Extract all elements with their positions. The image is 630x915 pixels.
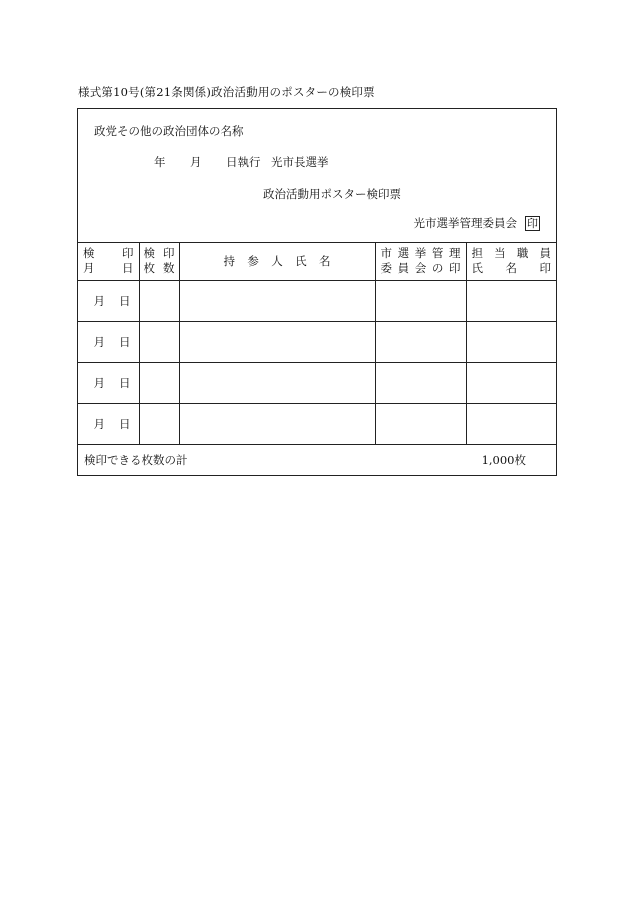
- bearer-name-cell[interactable]: [179, 403, 375, 444]
- staff-seal-cell[interactable]: [466, 280, 556, 321]
- committee-seal-cell[interactable]: [375, 403, 466, 444]
- total-value: 1,000枚: [466, 444, 556, 475]
- committee-seal-cell[interactable]: [375, 321, 466, 362]
- table-row: [78, 403, 556, 444]
- bearer-name-cell[interactable]: [179, 321, 375, 362]
- header-committee-seal: 市 選 挙 管 理 委 員 会 の 印: [375, 242, 466, 280]
- bearer-name-cell[interactable]: [179, 362, 375, 403]
- election-line: [154, 154, 329, 170]
- date-cell: 月 日: [78, 280, 139, 321]
- count-cell[interactable]: [139, 362, 179, 403]
- staff-seal-cell[interactable]: [466, 403, 556, 444]
- form-caption: 様式第10号(第21条関係)政治活動用のポスターの検印票: [78, 85, 375, 99]
- header-staff-seal: 担 当 職 員 氏 名 印: [466, 242, 556, 280]
- total-row: [78, 444, 556, 475]
- inspection-table: [78, 242, 556, 476]
- committee-seal-cell[interactable]: [375, 362, 466, 403]
- date-cell: 月 日: [78, 403, 139, 444]
- seal-mark: 印: [527, 216, 538, 230]
- election-name: 光市長選挙: [271, 155, 329, 169]
- total-label: 検印できる枚数の計: [78, 444, 466, 475]
- staff-seal-cell[interactable]: [466, 321, 556, 362]
- header-bearer-name: 持 参 人 氏 名: [179, 242, 375, 280]
- political-group-name-label: 政党その他の政治団体の名称: [94, 124, 244, 138]
- committee-seal-cell[interactable]: [375, 280, 466, 321]
- date-cell: 月 日: [78, 362, 139, 403]
- table-row: [78, 362, 556, 403]
- table-header-row: [78, 242, 556, 280]
- count-cell[interactable]: [139, 403, 179, 444]
- count-cell[interactable]: [139, 280, 179, 321]
- header-stamp-count: 検 印 枚 数: [139, 242, 179, 280]
- month-label: 月: [190, 155, 202, 169]
- header-inspection-date: 検 印 月 日: [78, 242, 139, 280]
- form-header: [78, 109, 556, 243]
- table-row: [78, 280, 556, 321]
- bearer-name-cell[interactable]: [179, 280, 375, 321]
- document-title: 政治活動用ポスター検印票: [263, 187, 401, 201]
- inspection-form: [77, 108, 557, 476]
- day-exec-label: 日執行: [226, 155, 261, 169]
- committee-name: 光市選挙管理委員会: [413, 216, 517, 230]
- table-row: [78, 321, 556, 362]
- staff-seal-cell[interactable]: [466, 362, 556, 403]
- count-cell[interactable]: [139, 321, 179, 362]
- year-label: 年: [154, 155, 166, 169]
- committee-line: [414, 215, 541, 231]
- date-cell: 月 日: [78, 321, 139, 362]
